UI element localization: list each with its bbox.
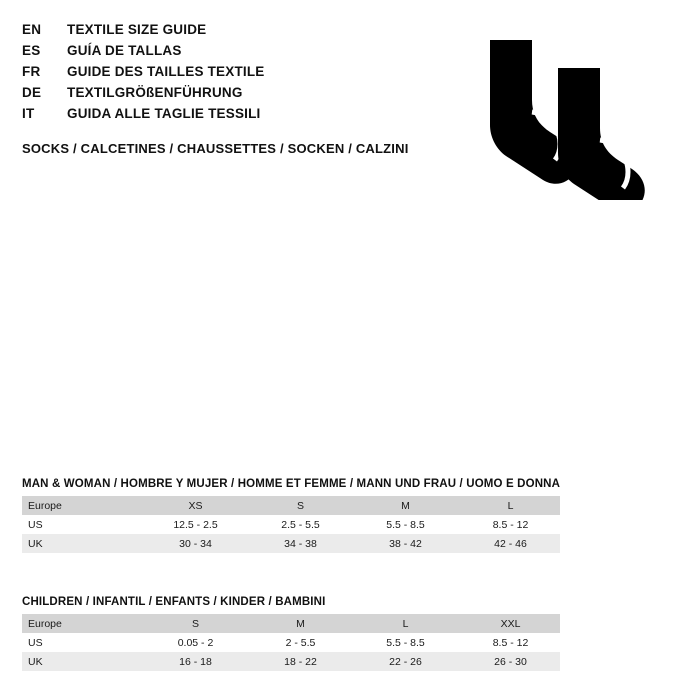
language-title: GUIDA ALLE TAGLIE TESSILI [67, 106, 261, 121]
table-row [22, 496, 560, 515]
table-cell: 2 - 5.5 [245, 633, 350, 652]
language-title: GUÍA DE TALLAS [67, 43, 182, 58]
socks-icon [470, 40, 660, 200]
table-row [22, 534, 560, 553]
table-cell: 12.5 - 2.5 [140, 515, 245, 534]
row-label: Europe [22, 496, 140, 515]
language-code: EN [22, 22, 42, 37]
table-cell: 38 - 42 [350, 534, 455, 553]
language-title: GUIDE DES TAILLES TEXTILE [67, 64, 265, 79]
table-cell: 5.5 - 8.5 [350, 515, 455, 534]
language-row-de [22, 85, 482, 105]
language-code: FR [22, 64, 41, 79]
table-cell: L [350, 614, 455, 633]
table-row [22, 515, 560, 534]
language-code: IT [22, 106, 35, 121]
table-cell: XS [140, 496, 245, 515]
children-size-table [22, 614, 560, 671]
row-label: UK [22, 534, 140, 553]
table-cell: 18 - 22 [245, 652, 350, 671]
product-category-subtitle: SOCKS / CALCETINES / CHAUSSETTES / SOCKEN / CALZINI [22, 141, 409, 156]
table-caption: CHILDREN / INFANTIL / ENFANTS / KINDER / BAMBINI [22, 596, 326, 608]
language-title: TEXTILE SIZE GUIDE [67, 22, 207, 37]
table-cell: 2.5 - 5.5 [245, 515, 350, 534]
table-cell: M [350, 496, 455, 515]
table-cell: 42 - 46 [455, 534, 560, 553]
table-row [22, 614, 560, 633]
language-row-it [22, 106, 482, 126]
language-row-en [22, 22, 482, 42]
language-row-fr [22, 64, 482, 84]
table-cell: 16 - 18 [140, 652, 245, 671]
language-code: ES [22, 43, 41, 58]
size-guide-header [22, 22, 482, 156]
language-code: DE [22, 85, 42, 100]
table-cell: 8.5 - 12 [455, 515, 560, 534]
man-woman-size-table [22, 496, 560, 553]
table-cell: 8.5 - 12 [455, 633, 560, 652]
table-cell: 30 - 34 [140, 534, 245, 553]
table-cell: M [245, 614, 350, 633]
row-label: US [22, 633, 140, 652]
table-cell: 34 - 38 [245, 534, 350, 553]
language-title: TEXTILGRÖßENFÜHRUNG [67, 85, 243, 100]
row-label: Europe [22, 614, 140, 633]
table-cell: 5.5 - 8.5 [350, 633, 455, 652]
table-cell: S [245, 496, 350, 515]
row-label: UK [22, 652, 140, 671]
table-cell: 22 - 26 [350, 652, 455, 671]
row-label: US [22, 515, 140, 534]
language-row-es [22, 43, 482, 63]
table-row [22, 652, 560, 671]
table-cell: 26 - 30 [455, 652, 560, 671]
table-cell: L [455, 496, 560, 515]
table-cell: 0.05 - 2 [140, 633, 245, 652]
table-cell: S [140, 614, 245, 633]
man-woman-size-table-block [22, 478, 560, 553]
children-size-table-block [22, 596, 560, 671]
table-cell: XXL [455, 614, 560, 633]
table-row [22, 633, 560, 652]
table-caption: MAN & WOMAN / HOMBRE Y MUJER / HOMME ET FEMME / MANN UND FRAU / UOMO E DONNA [22, 478, 561, 490]
